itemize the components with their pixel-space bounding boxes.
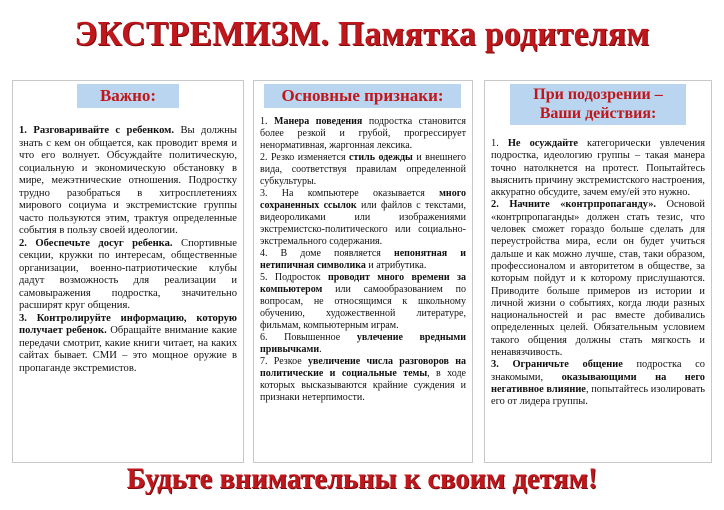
bold-lead: проводит много времени за компьютером	[260, 272, 466, 295]
bold-lead: Контролируйте информацию, которую получает ребенок.	[19, 312, 237, 336]
footer-slogan: Будьте внимательны к своим детям!	[126, 462, 598, 495]
paragraph-control-info	[19, 313, 237, 376]
paragraph-talk	[19, 125, 237, 238]
bold-lead: увеличение числа разговоров на политические и социальные темы	[260, 356, 466, 379]
item-text: , попытайтесь изолировать его от лидера группы.	[491, 383, 705, 408]
item-text: подростка становится более резкой и грубой, прогрессирует ненормативная, жаргонная лексика.	[260, 116, 467, 151]
item-text: 6. Повышенное	[260, 332, 341, 343]
column-header-actions	[510, 84, 686, 125]
num: 3.	[491, 359, 499, 371]
item-text: и внешнего вида, соответствуя правилам определенной субкультуры.	[260, 152, 467, 187]
num: 1.	[260, 116, 268, 127]
column-important	[12, 80, 244, 463]
item-text: 3. На компьютере оказывается	[260, 188, 425, 199]
action-item	[491, 138, 705, 199]
header-line: При подозрении –	[533, 86, 663, 103]
item-text: , в ходе которых высказываются крайние суждения и признаки нетерпимости.	[260, 368, 466, 403]
bold-lead: непонятная и нетипичная символика	[260, 248, 467, 271]
item-text: 7. Резкое	[260, 356, 302, 367]
item-text: подростка со знакомыми,	[491, 359, 705, 383]
sign-item	[260, 116, 466, 152]
item-text: 4. В доме появляется	[260, 248, 381, 259]
sign-item	[260, 248, 466, 272]
bold-lead: Обеспечьте досуг ребенка.	[35, 237, 173, 249]
sign-item	[260, 356, 466, 404]
sign-item	[260, 272, 466, 332]
bold-lead: Ограничьте общение	[512, 359, 623, 371]
sign-item	[260, 152, 466, 188]
column-signs	[253, 80, 473, 463]
column-header-important: Важно:	[77, 84, 179, 108]
item-text: 2. Резко изменяется	[260, 152, 346, 163]
action-item	[491, 199, 705, 359]
num: 3.	[19, 312, 27, 324]
sign-item	[260, 188, 466, 248]
bold-lead: оказывающими на него негативное влияние	[491, 371, 705, 395]
item-text: .	[319, 344, 322, 355]
page-title: ЭКСТРЕМИЗМ. Памятка родителям	[74, 14, 650, 53]
num: 1.	[491, 138, 499, 149]
num: 2.	[19, 237, 27, 249]
item-text: или самообразованием по вопросам, не относящимся к школьному обучению, художественной литературе, фильмам, компьютерным играм.	[260, 284, 467, 331]
column-body-important	[19, 125, 237, 375]
item-text: и атрибутика.	[368, 260, 427, 271]
bold-lead: Не осуждайте	[507, 138, 578, 149]
item-text: Основой «контрпропаганды» должен стать тезис, что человек сможет гораздо больше сделать для переустройства мира, если он будет учиться дальше и как можно лучше, став, таки образом, профессионалом и авторитетом в обществе, за которым пойдут и к которому прислушаются. Приводите больше примеров из истории и личной жизни о событиях, когда люди разных национальностей и рас вместе добивались определенных целей. Обязательным условием такого общения должны стать мягкость и ненавязчивость.	[491, 199, 705, 359]
paragraph-text: Спортивные секции, кружки по интересам, общественные организации, военно-патриотические клубы дадут возможность для реализации и самовыражения подростка, значительно расширят круг общения.	[19, 237, 237, 311]
column-body-actions	[491, 138, 705, 409]
column-header-signs: Основные признаки:	[264, 84, 461, 108]
action-item	[491, 359, 705, 408]
item-text: или файлов с текстами, видеороликами или изображениями экстремистско-политического или социально-экстремального содержания.	[260, 200, 466, 247]
paragraph-text: Обращайте внимание какие передачи смотрит, какие книги читает, на каких сайтах бывает. СМИ – это мощное оружие в пропаганде экстремистов.	[19, 325, 237, 374]
item-text: категорически увлечения подростка, идеологию группы – такая манера точно натолкнется на протест. Попытайтесь выяснить причину экстремистского настроения, аккуратно обсудите, зачем ему/ей это нужно.	[491, 138, 705, 199]
header-line: Ваши действия:	[539, 105, 657, 122]
bold-lead: Манера поведения	[274, 116, 363, 127]
num: 1.	[19, 125, 27, 136]
column-body-signs	[260, 116, 466, 404]
sign-item	[260, 332, 466, 356]
item-text: 5. Подросток	[260, 272, 321, 283]
bold-lead: много сохраненных ссылок	[260, 188, 466, 211]
bold-lead: стиль одежды	[349, 152, 413, 163]
bold-lead: Начните «контрпропаганду».	[509, 199, 657, 211]
bold-lead: увлечение вредными привычками	[260, 332, 467, 355]
paragraph-text: Вы должны знать с кем он общается, как проводит время и что его волнует. Обсуждайте политическую, социальную и экономическую обстановку в мире, межэтнические отношения. Подростку трудно разобраться в хитросплетениях мирового социума и экстремистские группы часто пользуются этим, трактуя определенные события в пользу своей идеологии.	[19, 125, 237, 236]
num: 2.	[491, 199, 499, 211]
paragraph-leisure	[19, 238, 237, 313]
column-actions	[484, 80, 712, 463]
bold-lead: Разговаривайте с ребенком.	[33, 125, 175, 136]
